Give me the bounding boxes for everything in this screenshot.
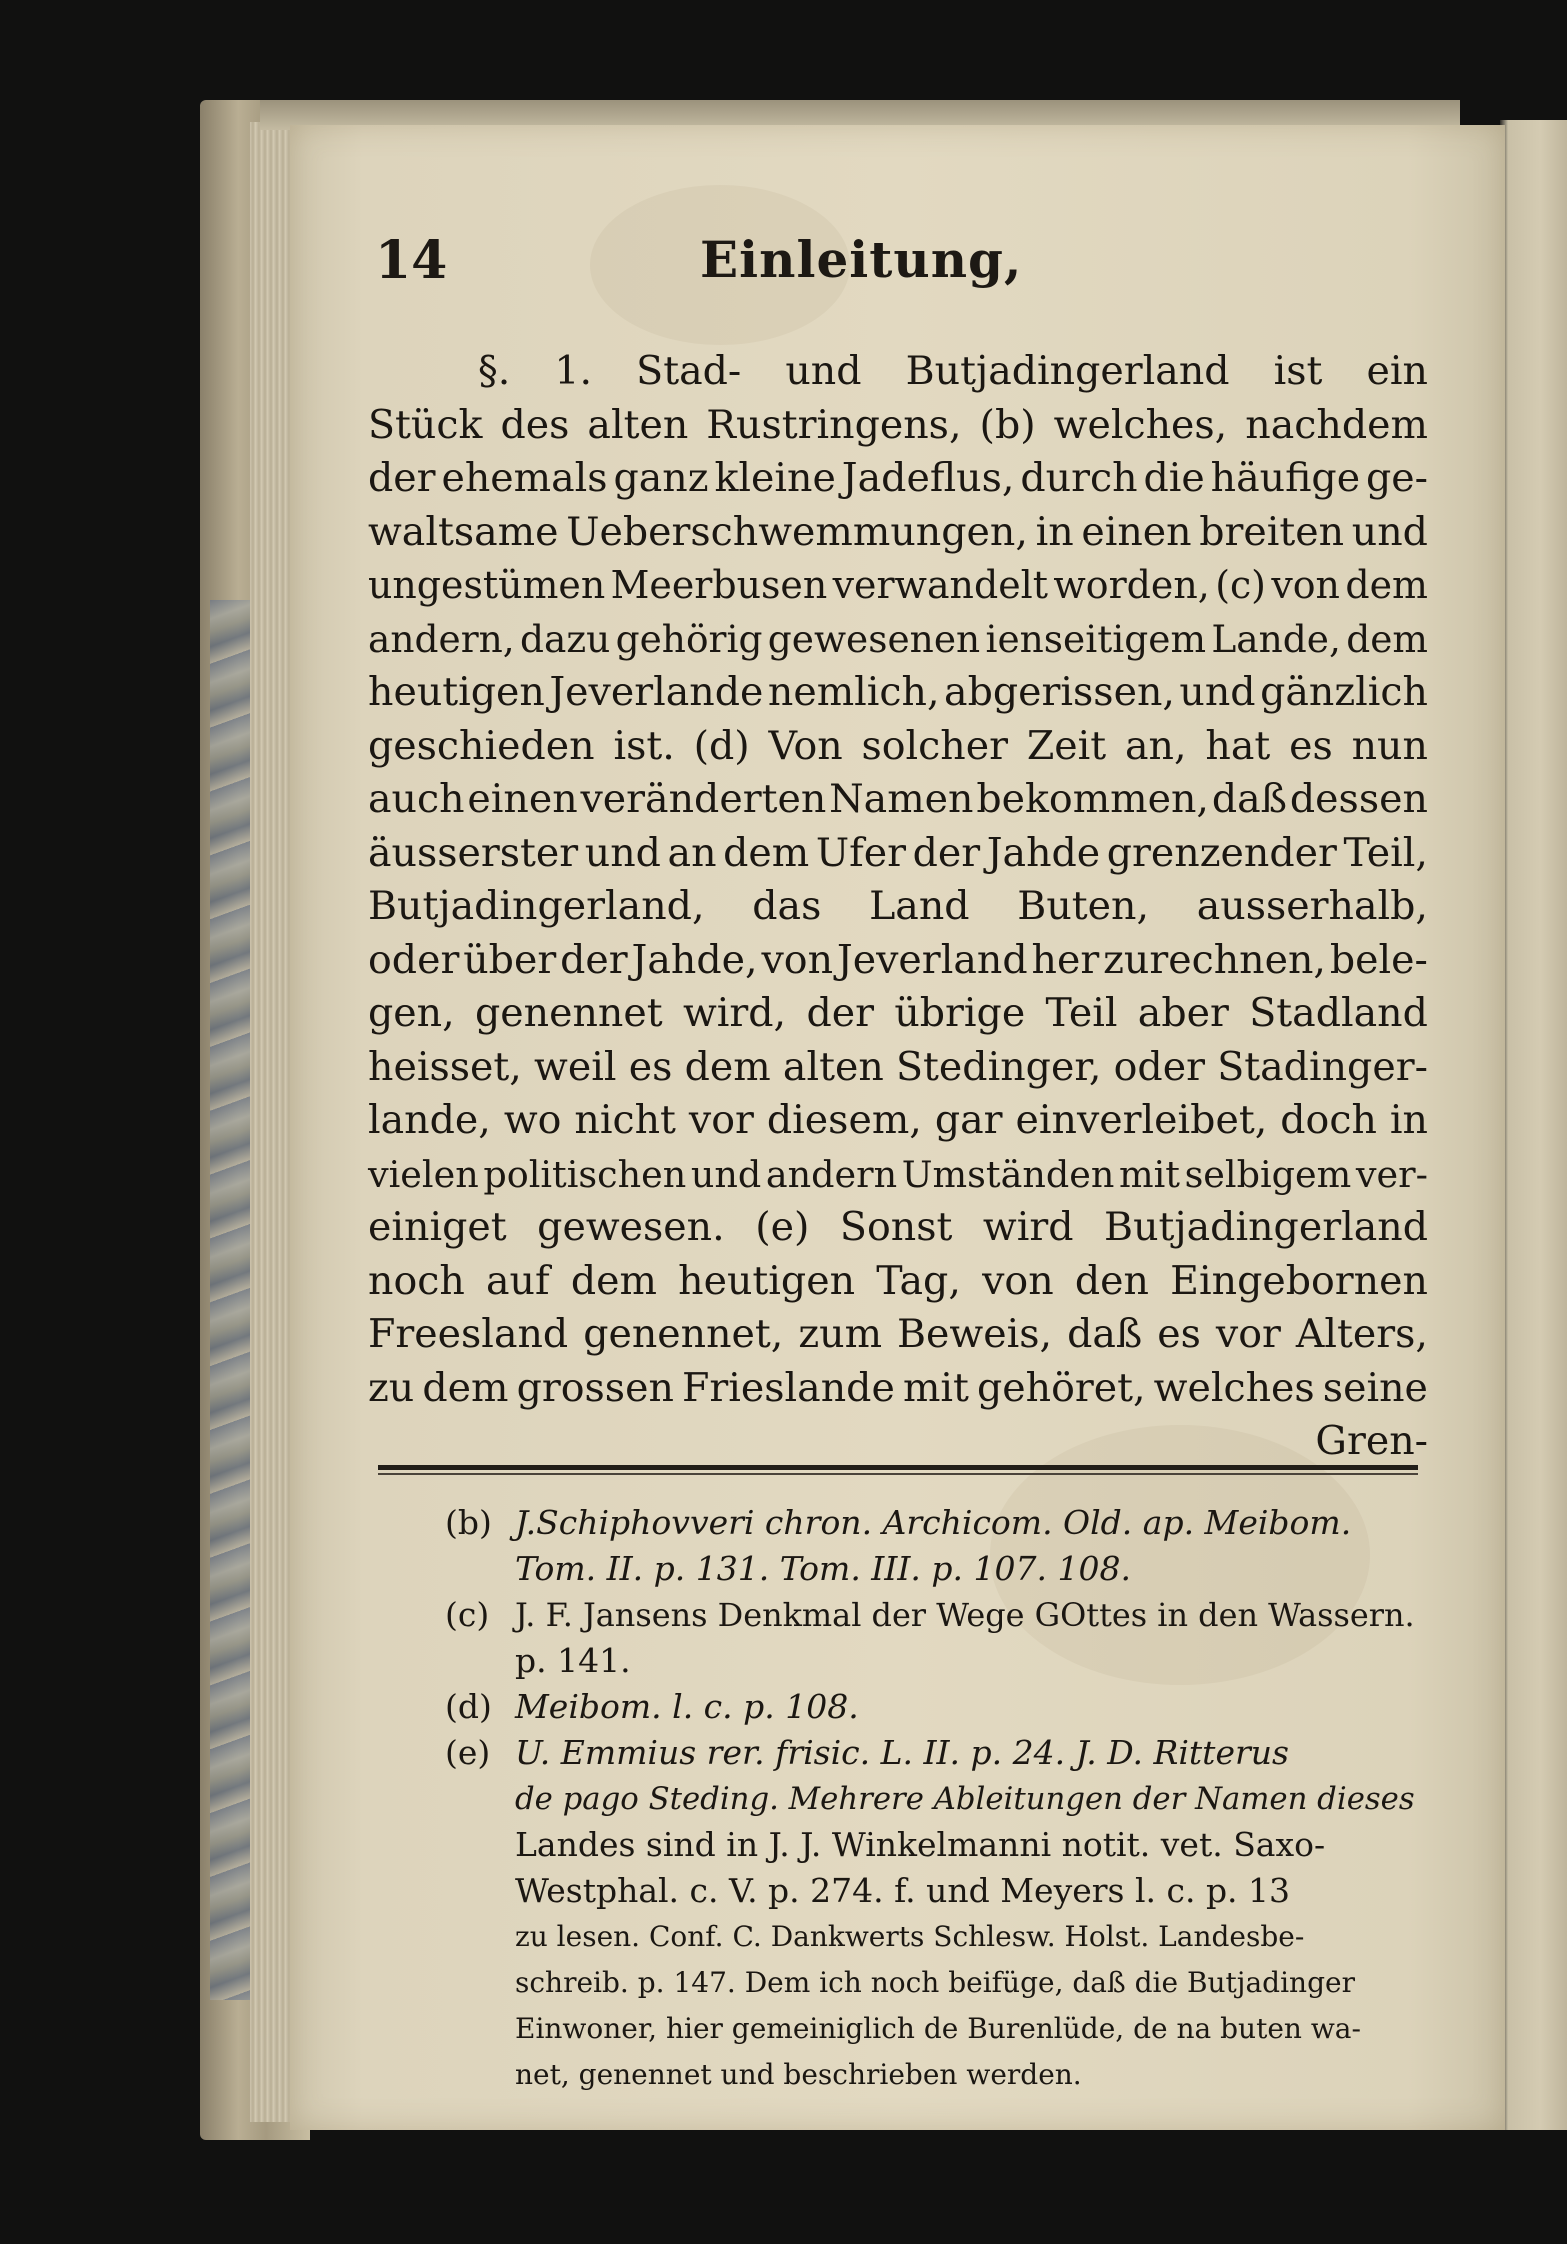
text-word: alten [782,1043,884,1090]
text-word: Buten, [1017,883,1150,929]
text-word: dazu [520,616,611,661]
footnote-line [445,1730,1425,1776]
text-word: der [560,936,628,983]
footnotes-block [445,1500,1425,2098]
text-word: dem [684,1043,771,1090]
text-word: 1. [554,348,593,394]
text-word: ver- [1355,1152,1428,1196]
text-word: einverleibet, [1015,1097,1268,1143]
footnote-line [445,1546,1425,1592]
text-word: wird [982,1204,1074,1250]
text-word: heisset, [368,1043,522,1090]
text-word: diesem, [766,1097,922,1143]
footnote-line [445,2006,1425,2052]
text-line [368,987,1428,1041]
text-word: Stedinger, [896,1043,1102,1090]
text-word: Jahde [986,829,1101,876]
footnote-marker: (c) [445,1595,490,1634]
text-word: und [785,348,862,394]
footnote-text: schreib. p. 147. Dem ich noch beifüge, daß die Butjadinger [515,1966,1355,1999]
text-word: ausserhalb, [1196,883,1428,929]
text-word: ungestümen [368,563,606,607]
text-line [368,880,1428,934]
text-line [368,1094,1428,1148]
text-word: Von [768,722,843,769]
text-word: Namen [829,776,974,822]
text-word: Teil [1045,990,1118,1036]
text-word: durch [1020,455,1138,501]
footnote-text: Landes sind in J. J. Winkelmanni notit. vet. Saxo- [515,1825,1326,1864]
text-word: hat [1205,722,1271,769]
text-word: seine [1322,1364,1428,1411]
footnote-line [445,1638,1425,1684]
text-word: Jeverland [836,936,1028,983]
text-word: bele- [1329,936,1428,983]
text-word: das [752,883,822,929]
text-word: aber [1137,990,1229,1036]
text-line [368,559,1428,613]
text-word: andern [765,1152,898,1196]
running-head: Einleitung, [700,230,1023,289]
text-line [368,399,1428,453]
footnote-line [445,1868,1425,1914]
text-word: gehöret, [977,1364,1146,1411]
text-word: gar [934,1097,1003,1143]
text-line [368,345,1428,399]
text-word: doch [1280,1097,1377,1143]
text-line [368,1362,1428,1416]
text-word: häufige [1210,455,1361,501]
text-word: nicht [574,1097,676,1143]
text-word: gehörig [615,616,763,661]
footnote-line [445,1822,1425,1868]
text-word: nachdem [1245,401,1428,448]
text-word: zu [368,1364,415,1411]
text-word: vielen [368,1152,479,1196]
footnote-divider-thin [378,1473,1418,1475]
text-word: heutigen [678,1257,856,1304]
text-word: grossen [516,1364,674,1411]
text-word: der [806,990,874,1036]
text-word: einiget [368,1204,507,1250]
text-word: breiten [1199,508,1345,555]
text-word: weil [534,1043,617,1090]
text-word: in [1389,1097,1428,1143]
text-word: dem [723,829,810,876]
footnote-text: de pago Steding. Mehrere Ableitungen der Namen dieses [515,1781,1415,1817]
text-word: solcher [861,722,1009,769]
text-word: daß [1211,776,1288,822]
text-word: (e) [755,1204,810,1250]
text-word: Meerbusen [610,563,828,607]
footnote-line [445,1776,1425,1822]
text-word: Eingebornen [1170,1257,1428,1304]
text-word: §. [478,348,511,394]
text-word: an, [1125,722,1187,769]
footnote-text: J. F. Jansens Denkmal der Wege GOttes in den Wassern. [515,1596,1415,1634]
text-word: lande, [368,1097,491,1143]
text-word: und [1179,669,1256,715]
text-word: politischen [483,1152,687,1196]
text-word: ist. [613,722,675,769]
text-word: verwandelt [832,563,1048,607]
text-word: der [368,455,436,501]
text-line [368,1201,1428,1255]
text-line [368,773,1428,827]
main-text-block [368,345,1428,1469]
text-word: kleine [714,455,836,501]
text-word: Ueberschwemmungen, [566,508,1028,555]
text-word: Butjadingerland, [368,883,705,929]
text-word: einen [1081,508,1192,555]
text-word: alten [587,401,689,448]
footnote-text: U. Emmius rer. frisic. L. II. p. 24. J. D. Ritterus [515,1733,1289,1772]
text-word: Freesland [368,1311,569,1357]
footnote-line [445,1960,1425,2006]
text-word: veränderten [580,776,827,822]
text-word: selbigem [1184,1152,1352,1196]
text-word: auf [486,1257,550,1304]
text-word: dem [422,1364,509,1411]
text-word: und [584,829,661,876]
footnote-line [445,1500,1425,1546]
text-line [368,934,1428,988]
text-word: dem [1345,563,1428,607]
footnote-text: Westphal. c. V. p. 274. f. und Meyers l. c. p. 13 [515,1871,1291,1910]
facing-page-edge [1500,120,1567,2130]
text-word: mit [1118,1152,1180,1196]
text-word: Sonst [839,1204,953,1250]
text-word: dem [1346,616,1428,661]
text-line [368,452,1428,506]
book-page [290,125,1505,2130]
text-line [368,1255,1428,1309]
text-word: andern, [368,616,515,661]
text-line [368,1041,1428,1095]
text-line [368,1415,1428,1469]
text-word: wo [503,1097,562,1143]
text-word: vor [1215,1311,1281,1357]
text-word: ge- [1365,455,1428,501]
text-word: Butjadingerland [1104,1204,1428,1250]
text-word: nun [1351,722,1428,769]
footnote-line [445,2052,1425,2098]
text-word: ehemals [441,455,608,501]
text-word: Frieslande [681,1364,895,1411]
text-word: den [1074,1257,1149,1304]
text-word: es [1289,722,1333,769]
text-word: die [1143,455,1205,501]
text-word: Jahde, [631,936,758,983]
text-word: Stadinger- [1217,1043,1428,1090]
page-header [375,230,1425,320]
text-word: Teil, [1343,829,1428,876]
text-word: Rustringens, [706,401,962,448]
marbled-cover-pattern [210,600,255,2000]
footnote-text: p. 141. [515,1641,631,1680]
text-word: der [912,829,981,876]
footnote-text: Einwoner, hier gemeiniglich de Burenlüde, de na buten wa- [515,2012,1361,2045]
text-word: her [1031,936,1100,983]
text-line [368,720,1428,774]
text-word: Alters, [1295,1311,1428,1357]
text-line [368,1308,1428,1362]
text-word: und [690,1152,762,1196]
text-word: mit [902,1364,969,1411]
text-word: Umständen [901,1152,1115,1196]
footnote-text: net, genennet und beschrieben werden. [515,2058,1082,2091]
text-word: ganz [613,455,709,501]
text-word: übrige [894,990,1026,1036]
text-word: ienseitigem [985,616,1207,661]
text-word: an [667,829,717,876]
text-word: geschieden [368,722,595,769]
text-word: noch [368,1257,465,1304]
text-line [368,506,1428,560]
text-word: daß [1067,1311,1143,1357]
text-word: genennet [475,990,663,1036]
text-word: Stück [368,401,483,448]
footnote-marker: (e) [445,1733,491,1772]
text-word: genennet, [583,1311,784,1357]
text-word: und [1351,508,1428,555]
text-line [368,827,1428,881]
text-word: Stadland [1249,990,1428,1036]
text-word: welches, [1053,401,1228,448]
text-word: oder [1113,1043,1205,1090]
text-word: abgerissen, [944,669,1175,715]
text-word: gewesenen [767,616,981,661]
text-word: waltsame [368,508,559,555]
text-word: Ufer [815,829,906,876]
text-word: des [500,401,570,448]
text-word: von [982,1257,1054,1304]
footnote-text: Meibom. l. c. p. 108. [515,1687,859,1726]
text-word: es [1157,1311,1201,1357]
text-word: dem [570,1257,657,1304]
text-word: bekommen, [976,776,1209,822]
text-word: Tag, [876,1257,961,1304]
text-word: welches [1153,1364,1315,1411]
footnote-line [445,1684,1425,1730]
text-line [368,1148,1428,1202]
footnote-marker: (d) [445,1687,492,1726]
text-word: gewesen. [537,1204,725,1250]
text-word: über [463,936,557,983]
footnote-line [445,1592,1425,1638]
footnote-line [445,1914,1425,1960]
text-word: oder [368,936,460,983]
text-word: äusserster [368,829,579,876]
text-word: Gren- [1315,1418,1428,1464]
text-word: (b) [979,401,1036,448]
text-word: Zeit [1026,722,1107,769]
text-word: grenzender [1106,829,1337,876]
text-word: auch [368,776,465,822]
text-word: Beweis, [897,1311,1053,1357]
text-word: einen [467,776,578,822]
text-word: Butjadingerland [905,348,1230,394]
text-word: vor [688,1097,754,1143]
page-number: 14 [375,230,448,291]
footnote-text: zu lesen. Conf. C. Dankwerts Schlesw. Holst. Landesbe- [515,1920,1305,1953]
footnote-divider [378,1465,1418,1470]
footnote-text: Tom. II. p. 131. Tom. III. p. 107. 108. [515,1549,1131,1588]
text-word: (c) [1215,563,1266,607]
text-word: in [1035,508,1074,555]
text-word: gänzlich [1260,669,1428,715]
text-word: ein [1366,348,1428,394]
text-word: gen, [368,990,455,1036]
footnote-marker: (b) [445,1503,492,1542]
text-line [368,666,1428,720]
text-word: (d) [693,722,750,769]
text-word: Jadeflus, [841,455,1015,501]
text-word: ist [1273,348,1323,394]
footnote-text: J.Schiphovveri chron. Archicom. Old. ap. Meibom. [515,1503,1352,1542]
text-word: worden, [1053,563,1210,607]
text-word: von [761,936,834,983]
text-word: nemlich, [767,669,940,715]
text-word: zurechnen, [1103,936,1326,983]
text-word: Stad- [636,348,742,394]
text-word: es [628,1043,673,1090]
text-word: heutigen [368,669,545,715]
text-word: wird, [682,990,787,1036]
text-word: dessen [1289,776,1428,822]
text-word: von [1271,563,1340,607]
text-word: Land [869,883,970,929]
text-word: Jeverlande [549,669,764,715]
text-line [368,613,1428,667]
text-word: Lande, [1211,616,1341,661]
text-word: zum [798,1311,883,1357]
